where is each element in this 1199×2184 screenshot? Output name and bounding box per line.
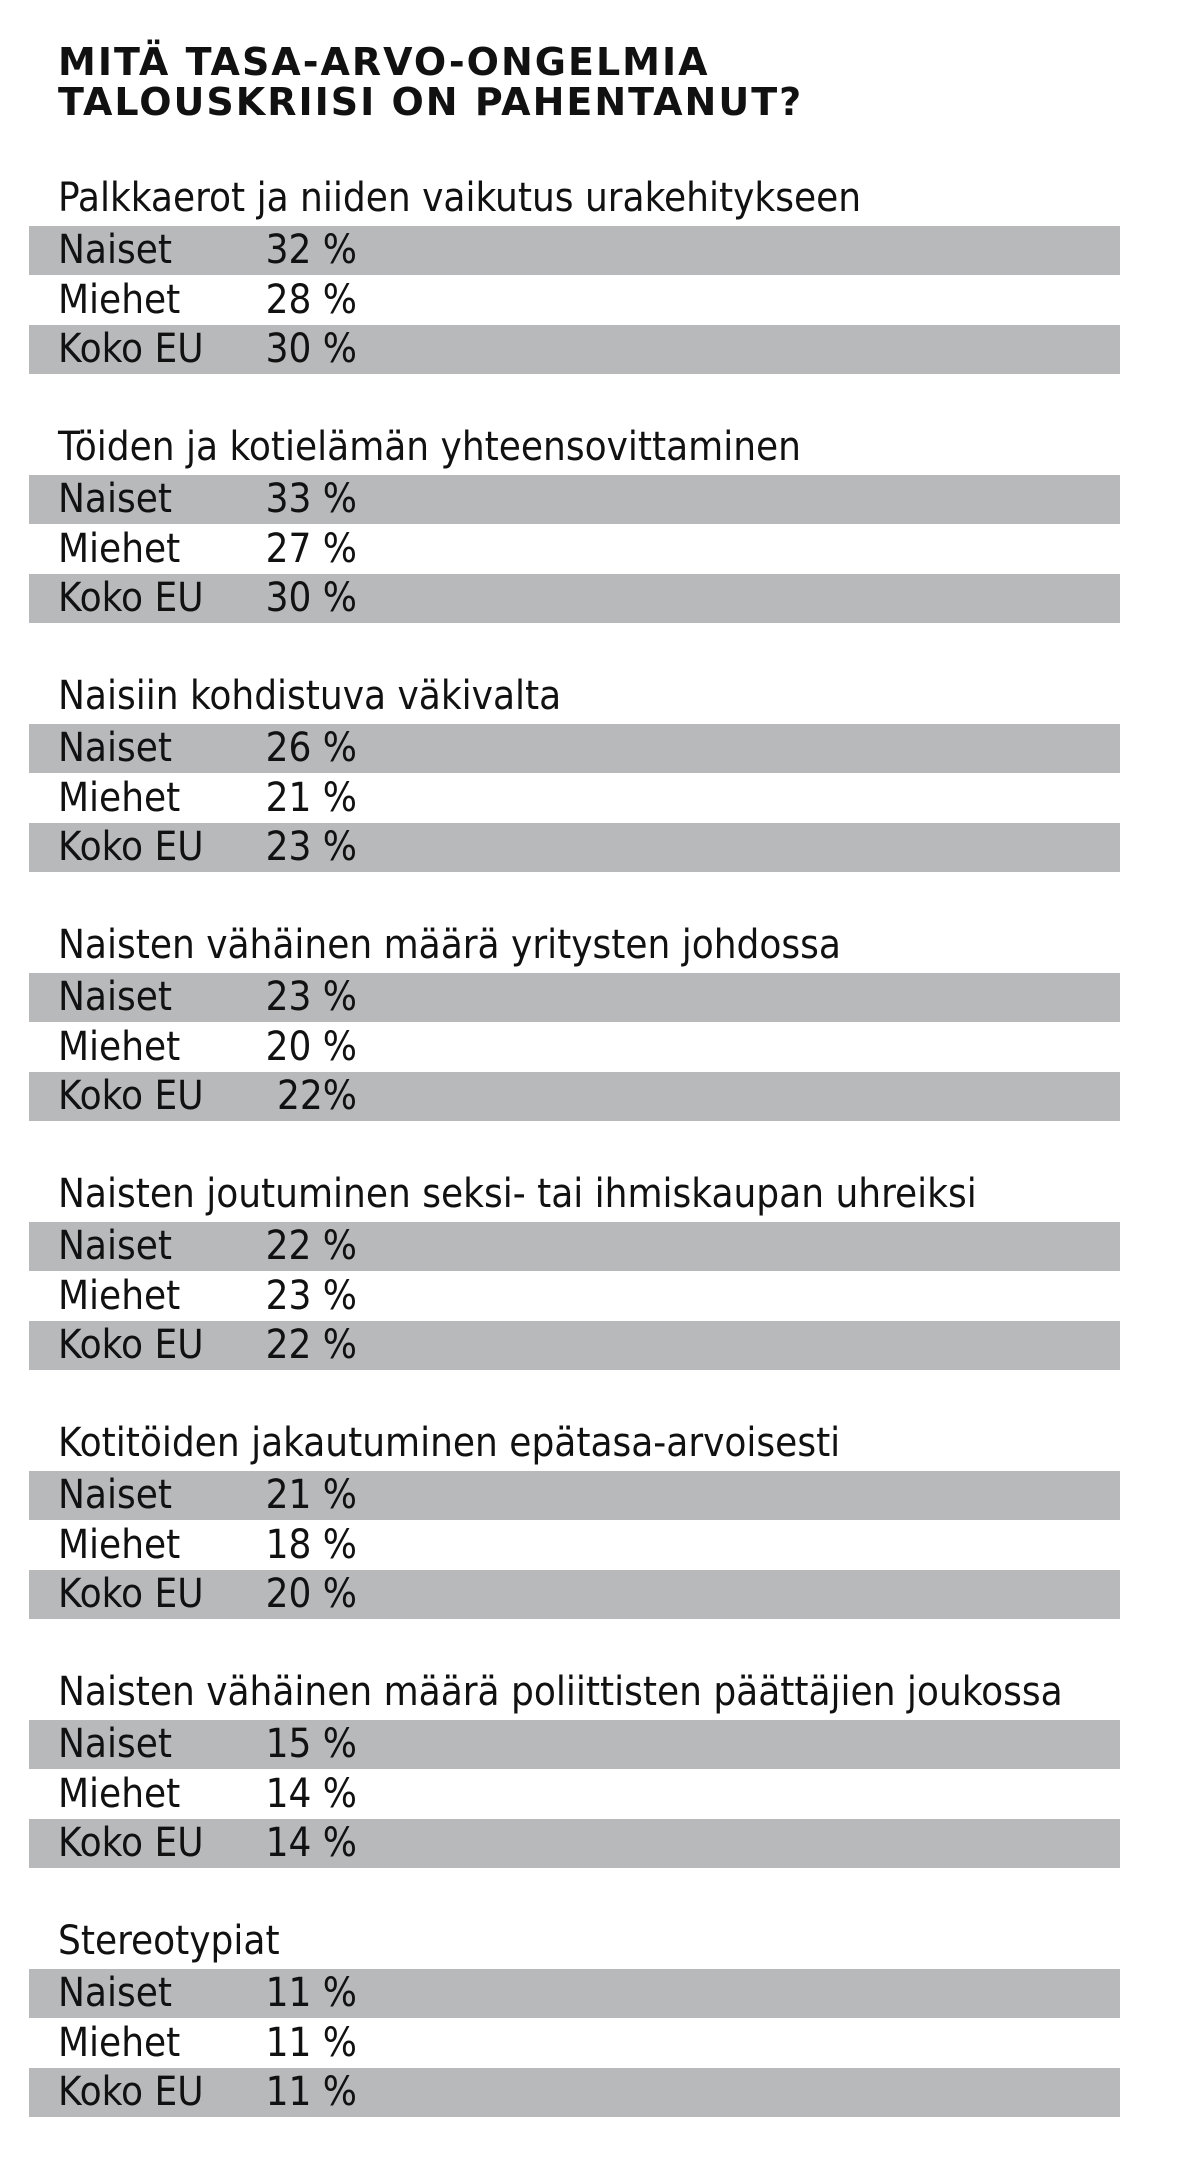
row-value: 11 % (265, 1970, 357, 2016)
row-label: Miehet (58, 775, 181, 821)
title-line-1: MITÄ TASA-ARVO-ONGELMIA (58, 40, 710, 84)
row-value: 33 % (265, 476, 357, 522)
row-label: Koko EU (58, 1073, 204, 1119)
row-value: 26 % (265, 725, 357, 771)
row-label: Koko EU (58, 1571, 204, 1617)
table-row-naiset (29, 475, 1120, 524)
section-title: Palkkaerot ja niiden vaikutus urakehitykseen (58, 175, 862, 221)
row-value: 20 % (265, 1024, 357, 1070)
row-label: Koko EU (58, 1820, 204, 1866)
table-row-naiset (29, 724, 1120, 773)
row-value: 23 % (265, 824, 357, 870)
table-row-miehet (29, 525, 1120, 574)
table-row-miehet (29, 1023, 1120, 1072)
table-row-koko-eu (29, 574, 1120, 623)
row-value: 21 % (265, 1472, 357, 1518)
row-label: Naiset (58, 1472, 172, 1518)
section-title: Töiden ja kotielämän yhteensovittaminen (58, 424, 801, 470)
row-label: Miehet (58, 526, 181, 572)
title-line-2: TALOUSKRIISI ON PAHENTANUT? (58, 80, 804, 124)
row-value: 30 % (265, 575, 357, 621)
row-value: 22 % (265, 1322, 357, 1368)
row-value: 23 % (265, 974, 357, 1020)
table-row-naiset (29, 1969, 1120, 2018)
table-row-koko-eu (29, 1819, 1120, 1868)
section-title: Naisten vähäinen määrä poliittisten päättäjien joukossa (58, 1669, 1063, 1715)
row-label: Naiset (58, 1970, 172, 2016)
section-title: Kotitöiden jakautuminen epätasa-arvoisesti (58, 1420, 841, 1466)
row-label: Miehet (58, 1771, 181, 1817)
row-label: Miehet (58, 277, 181, 323)
table-row-koko-eu (29, 823, 1120, 872)
row-label: Koko EU (58, 326, 204, 372)
row-label: Miehet (58, 2020, 181, 2066)
row-value: 21 % (265, 775, 357, 821)
section-title: Stereotypiat (58, 1918, 280, 1964)
table-row-miehet (29, 1272, 1120, 1321)
row-value: 32 % (265, 227, 357, 273)
table-row-miehet (29, 1770, 1120, 1819)
row-value: 14 % (265, 1820, 357, 1866)
table-row-naiset (29, 1471, 1120, 1520)
table-row-naiset (29, 973, 1120, 1022)
row-value: 23 % (265, 1273, 357, 1319)
section-title: Naisten vähäinen määrä yritysten johdossa (58, 922, 841, 968)
table-row-koko-eu (29, 1570, 1120, 1619)
row-label: Naiset (58, 1223, 172, 1269)
row-value: 11 % (265, 2020, 357, 2066)
row-label: Naiset (58, 476, 172, 522)
row-value: 22% (277, 1073, 357, 1119)
table-row-naiset (29, 226, 1120, 275)
row-label: Koko EU (58, 575, 204, 621)
row-value: 15 % (265, 1721, 357, 1767)
row-value: 14 % (265, 1771, 357, 1817)
row-value: 28 % (265, 277, 357, 323)
row-value: 22 % (265, 1223, 357, 1269)
table-row-miehet (29, 774, 1120, 823)
table-row-koko-eu (29, 2068, 1120, 2117)
row-label: Miehet (58, 1522, 181, 1568)
row-label: Naiset (58, 1721, 172, 1767)
row-label: Koko EU (58, 2069, 204, 2115)
row-value: 18 % (265, 1522, 357, 1568)
table-row-naiset (29, 1222, 1120, 1271)
section-title: Naisten joutuminen seksi- tai ihmiskaupan uhreiksi (58, 1171, 977, 1217)
table-row-naiset (29, 1720, 1120, 1769)
row-label: Miehet (58, 1024, 181, 1070)
row-label: Naiset (58, 974, 172, 1020)
row-label: Naiset (58, 227, 172, 273)
row-value: 27 % (265, 526, 357, 572)
row-value: 20 % (265, 1571, 357, 1617)
table-row-koko-eu (29, 1072, 1120, 1121)
table-row-miehet (29, 2019, 1120, 2068)
row-value: 11 % (265, 2069, 357, 2115)
section-title: Naisiin kohdistuva väkivalta (58, 673, 562, 719)
row-label: Koko EU (58, 1322, 204, 1368)
row-value: 30 % (265, 326, 357, 372)
table-row-koko-eu (29, 1321, 1120, 1370)
table-row-miehet (29, 276, 1120, 325)
table-row-koko-eu (29, 325, 1120, 374)
table-row-miehet (29, 1521, 1120, 1570)
row-label: Naiset (58, 725, 172, 771)
row-label: Miehet (58, 1273, 181, 1319)
row-label: Koko EU (58, 824, 204, 870)
